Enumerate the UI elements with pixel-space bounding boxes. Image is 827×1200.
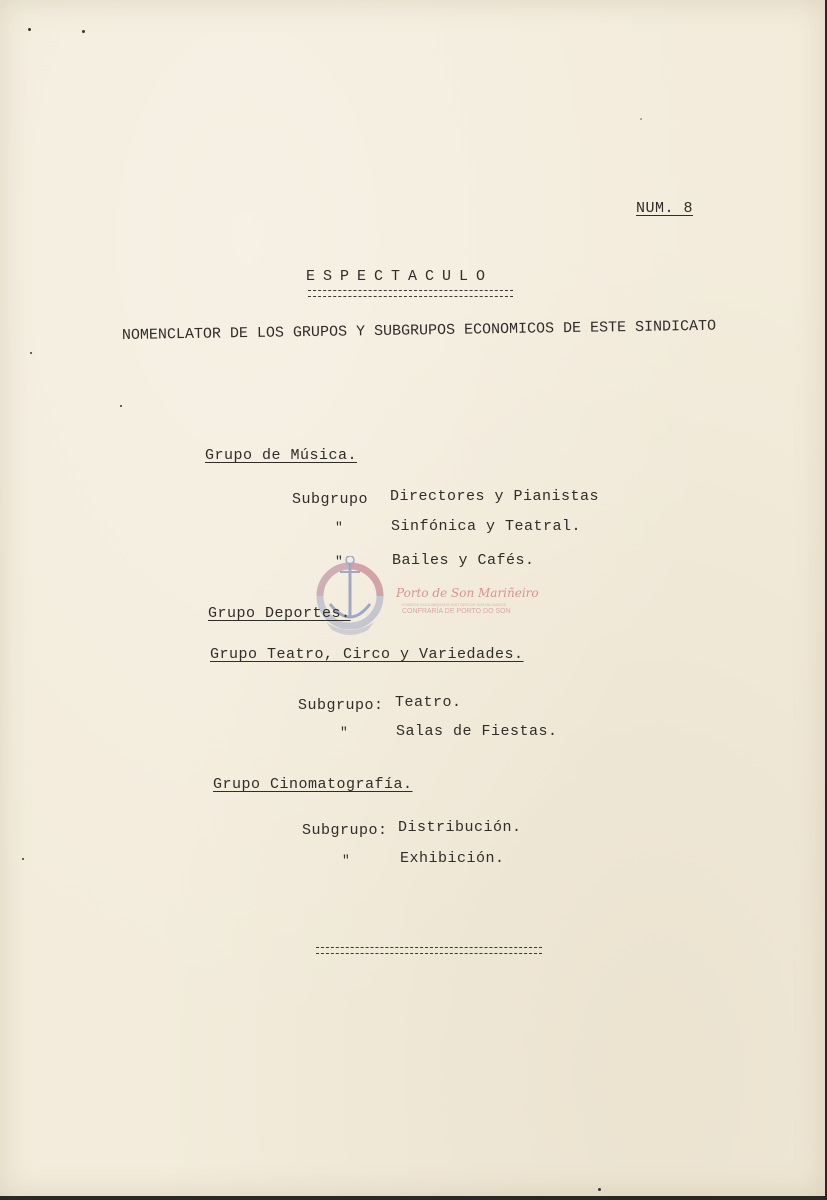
subgroup-item: Bailes y Cafés. bbox=[392, 552, 535, 569]
paper-speck bbox=[120, 405, 122, 407]
watermark-line2: CONFRARÍA DE PORTO DO SON bbox=[402, 608, 511, 615]
group-label-deportes: Grupo Deportes. bbox=[208, 605, 351, 622]
subgroup-ditto-mark: " bbox=[335, 520, 344, 535]
paper-speck bbox=[28, 28, 31, 31]
subgroup-item: Directores y Pianistas bbox=[390, 488, 600, 505]
paper-speck bbox=[30, 352, 32, 354]
subgroup-prefix: Subgrupo bbox=[292, 491, 369, 508]
subgroup-item: Sinfónica y Teatral. bbox=[391, 518, 582, 535]
subgroup-item: Exhibición. bbox=[400, 850, 505, 867]
document-title: ESPECTACULO bbox=[306, 268, 494, 285]
paper-speck bbox=[598, 1188, 601, 1191]
subgroup-item: Distribución. bbox=[398, 819, 522, 836]
paper-speck bbox=[82, 30, 85, 33]
group-label-musica: Grupo de Música. bbox=[205, 447, 358, 464]
paper-speck bbox=[22, 858, 24, 860]
subgroup-item: Teatro. bbox=[395, 694, 462, 711]
document-subtitle: NOMENCLATOR DE LOS GRUPOS Y SUBGRUPOS ECONOMICOS DE ESTE SINDICATO bbox=[121, 317, 717, 344]
subgroup-item: Salas de Fiestas. bbox=[396, 723, 558, 740]
archive-watermark-stamp bbox=[312, 556, 539, 636]
title-double-rule bbox=[308, 290, 513, 297]
subgroup-ditto-mark: " bbox=[335, 554, 344, 569]
subgroup-ditto-mark: " bbox=[340, 725, 349, 740]
watermark-title: Porto de Son Mariñeiro bbox=[396, 586, 539, 600]
page-number: NUM. 8 bbox=[636, 200, 694, 217]
subgroup-ditto-mark: " bbox=[342, 853, 351, 868]
subgroup-prefix: Subgrupo: bbox=[302, 822, 388, 839]
watermark-line1: FONDOS DOCUMENTAIS HISTÓRICOS DIXITALIZADOS bbox=[402, 602, 507, 607]
subgroup-prefix: Subgrupo: bbox=[298, 697, 384, 714]
closing-double-rule bbox=[316, 947, 542, 954]
paper-speck bbox=[640, 118, 642, 120]
group-label-teatro: Grupo Teatro, Circo y Variedades. bbox=[210, 646, 524, 663]
group-label-cinematografia: Grupo Cinomatografía. bbox=[213, 776, 413, 793]
